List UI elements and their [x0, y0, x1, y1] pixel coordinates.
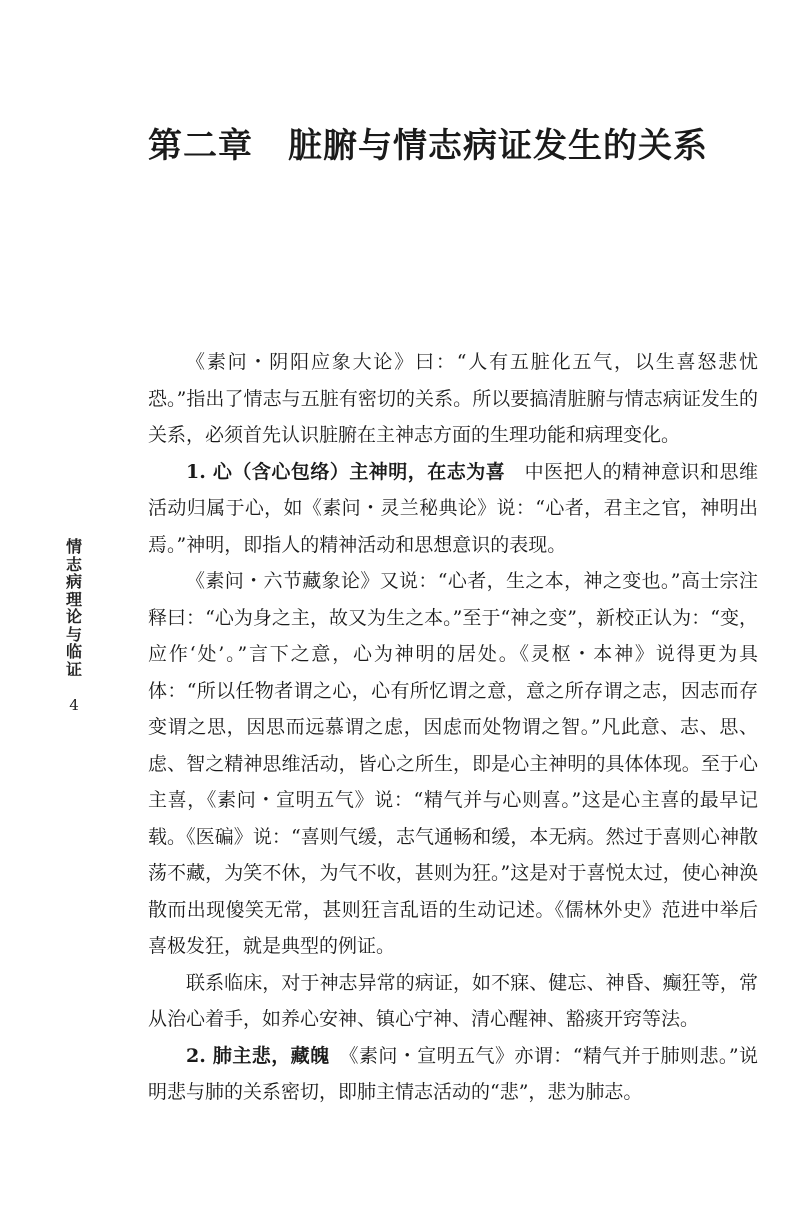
paragraph-text: 《素问・阴阳应象大论》曰：“人有五脏化五气，以生喜怒悲忧恐。”指出了情志与五脏有密切的关系。所以要搞清脏腑与情志病证发生的关系，必须首先认识脏腑在主神志方面的生理功能和病理变化。: [148, 351, 758, 446]
book-title-char: 论: [65, 607, 82, 626]
paragraph-text: 中医把人的精神意识和思维活动归属于心，如《素问・灵兰秘典论》说：“心者，君主之官，神明出焉。”神明，即指人的精神活动和思想意识的表现。: [148, 460, 758, 556]
chapter-title: 第二章 脏腑与情志病证发生的关系: [148, 126, 708, 166]
book-title-char: 临: [65, 642, 82, 661]
page-number: 4: [69, 696, 79, 714]
paragraph-text: 《素问・宣明五气》亦谓：“精气并于肺则悲。”说明悲与肺的关系密切，即肺主情志活动的“悲”，悲为肺志。: [148, 1044, 758, 1103]
paragraph-text: 《素问・六节藏象论》又说：“心者，生之本，神之变也。”高士宗注释曰：“心为身之主，故又为生之本。”至于“神之变”，新校正认为：“变，应作‘处’。”言下之意，心为神明的居处。《灵枢・本神》说得更为具体：“所以任物者谓之心，心有所忆谓之意，意之所存谓之志，因志而存变谓之思，因思而远慕谓之虑，因虑而处物谓之智。”凡此意、志、思、虑、智之精神思维活动，皆心之所生，即是心主神明的具体体现。至于心主喜，《素问・宣明五气》说：“精气并与心则喜。”这是心主喜的最早记载。《医碥》说：“喜则气缓，志气通畅和缓，本无病。然过于喜则心神散荡不藏，为笑不休，为气不收，甚则为狂。”这是对于喜悦太过，使心神涣散而出现傻笑无常，甚则狂言乱语的生动记述。《儒林外史》范进中举后喜极发狂，就是典型的例证。: [148, 570, 758, 957]
paragraph: [148, 563, 758, 965]
side-running-title: [62, 538, 86, 678]
book-title-char: 志: [65, 554, 82, 574]
paragraph: [148, 965, 758, 1038]
paragraph: [148, 1038, 758, 1111]
section-heading: 2. 肺主悲，藏魄: [186, 1044, 330, 1067]
body-text: [148, 344, 758, 1111]
paragraph: [148, 454, 758, 564]
book-title-vertical: [62, 538, 86, 678]
book-title-char: 与: [65, 624, 82, 644]
paragraph-text: 联系临床，对于神志异常的病证，如不寐、健忘、神昏、癫狂等，常从治心着手，如养心安神、镇心宁神、清心醒神、豁痰开窍等法。: [148, 971, 758, 1030]
paragraph: [148, 344, 758, 454]
book-title-char: 病: [65, 572, 82, 591]
section-heading: 1. 心（含心包络）主神明，在志为喜: [186, 460, 506, 483]
book-title-char: 理: [65, 589, 82, 609]
book-title-char: 证: [65, 659, 82, 679]
book-title-char: 情: [65, 537, 82, 556]
